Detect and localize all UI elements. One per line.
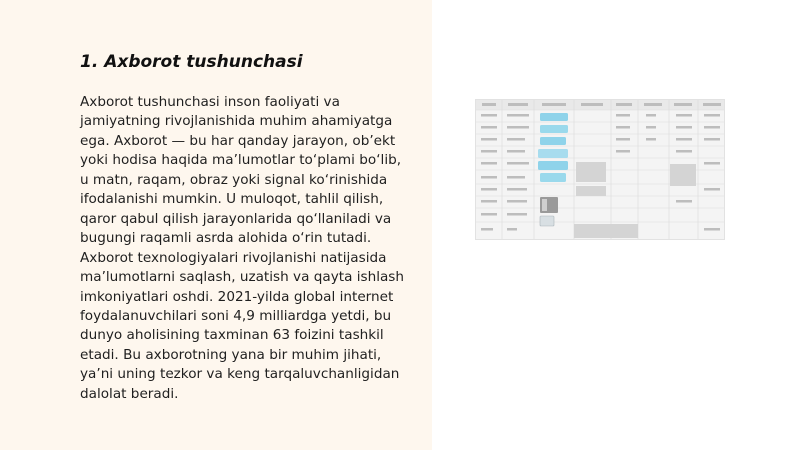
slide-body-text: Axborot tushunchasi inson faoliyati va jamiyatning rivojlanishida muhim ahamiyatga ega. Axborot — bu har qanday jarayon, ob’ekt yoki hodisa haqida ma’lumotlar to‘plami bo‘lib, u matn, raqam, obraz yoki signal ko‘rinishida ifodalanishi mumkin. U muloqot, tahlil qilish, qaror qabul qilish jarayonlarida qo‘llaniladi va bugungi raqamli asrda alohida o‘rin tutadi. Axborot texnologiyalari rivojlanishi natijasida ma’lumotlarni saqlash, uzatish va qayta ishlash imkoniyatlari oshdi. 2021-yilda global internet foydalanuvchilari soni 4,9 milliardga yetdi, bu dunyo aholisining taxminan 63 foizini tashkil etadi. Bu axborotning yana bir muhim jihati, ya’ni uning tezkor va keng tarqaluvchanligidan dalolat beradi. (80, 94, 404, 402)
slide-title: 1. Axborot tushunchasi (80, 52, 303, 72)
table-image (475, 99, 725, 240)
device-illustrations (538, 113, 568, 226)
table-image-graphic (476, 100, 725, 240)
